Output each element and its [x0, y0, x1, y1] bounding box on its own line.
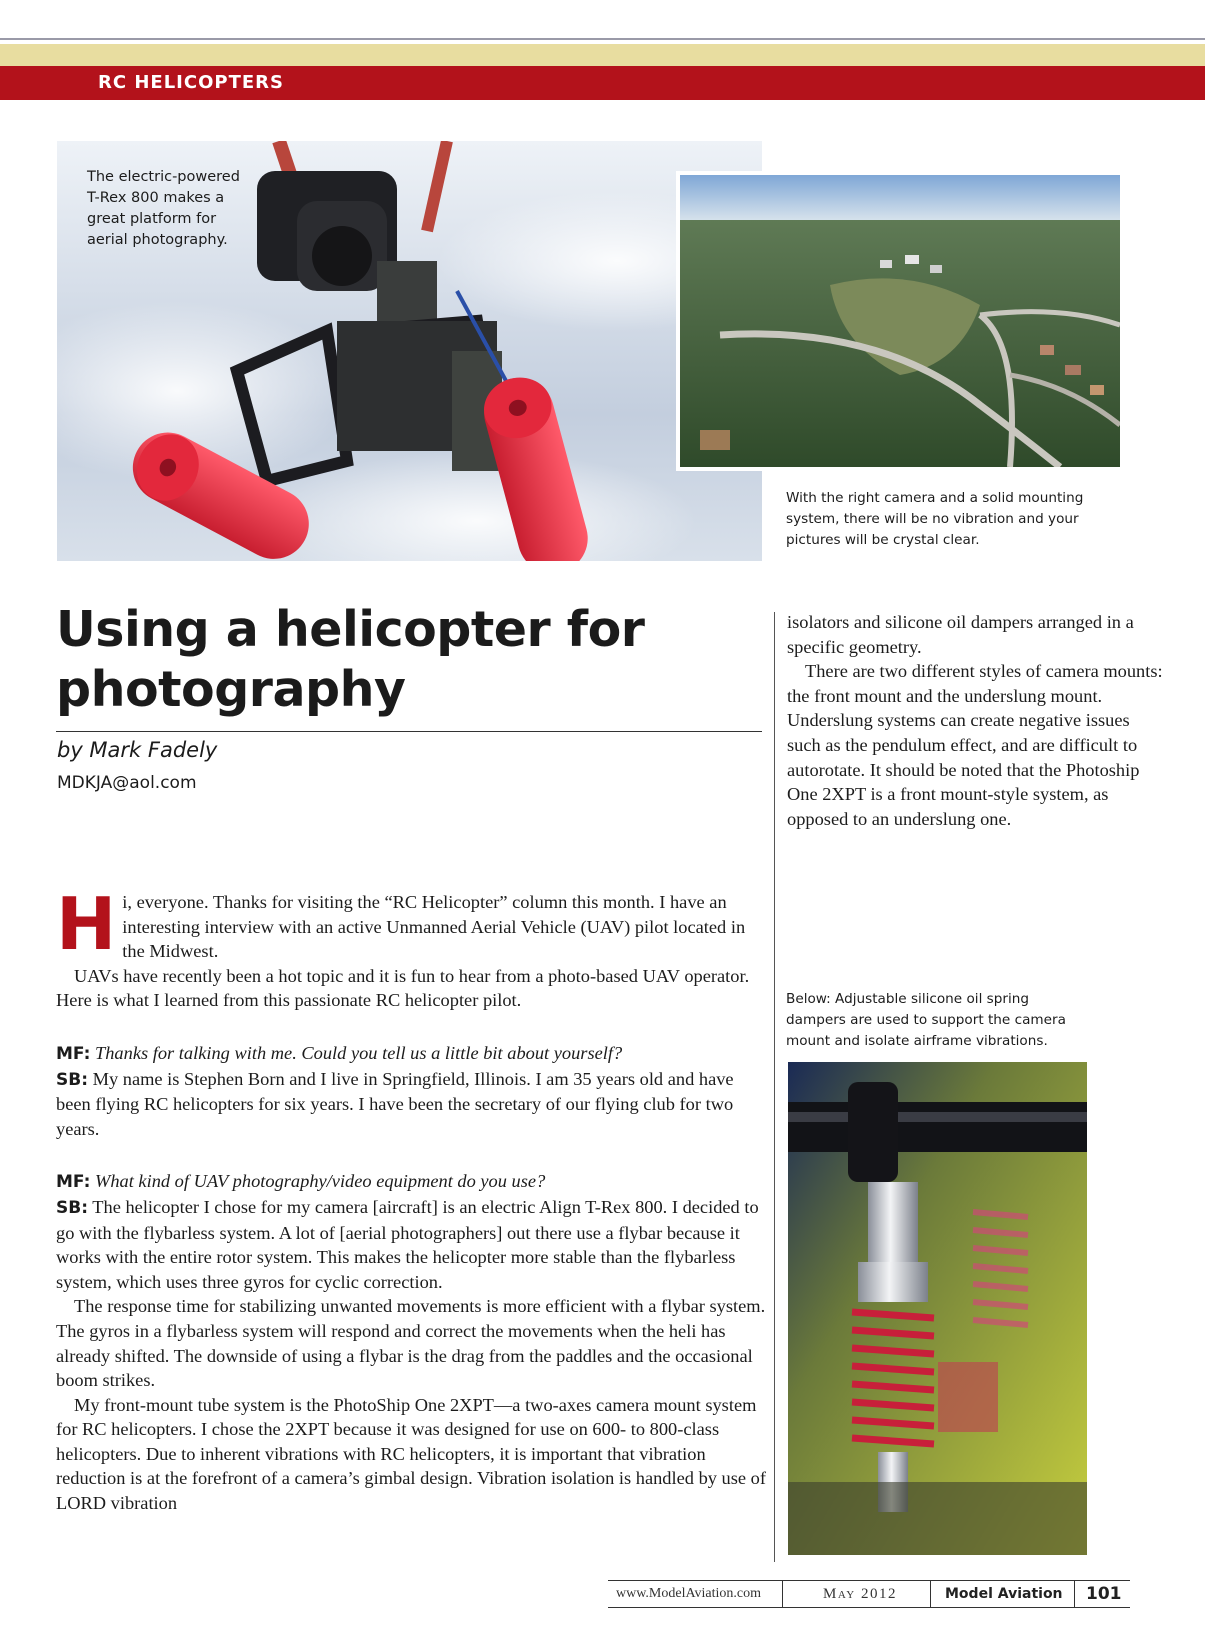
question-2 — [56, 1169, 768, 1195]
hero-caption-line: great platform for — [87, 211, 217, 227]
interviewee-tag: SB: — [56, 1069, 88, 1090]
aerial-photo-neighborhood — [680, 175, 1120, 467]
top-rule — [0, 38, 1205, 40]
question-text: What kind of UAV photography/video equipment do you use? — [90, 1171, 546, 1192]
footer-separator — [782, 1581, 783, 1607]
footer-page-number: 101 — [1086, 1584, 1122, 1604]
answer-text: The helicopter I chose for my camera [aircraft] is an electric Align T-Rex 800. I decided to go with the flybarless system. A lot of [aerial photographers] out there use a flybar because it works with the entire rotor system. This makes the helicopter more stable than the flybarless system, which uses three gyros for cyclic correction. — [56, 1196, 759, 1292]
damper-illustration — [788, 1062, 1087, 1555]
footer-separator — [930, 1581, 931, 1607]
title-line: Using a helicopter for — [56, 601, 645, 658]
paragraph: The response time for stabilizing unwanted movements is more efficient with a flybar system. The gyros in a flybarless system will respond and correct the movements when the heli has already shifted. The downside of using a flybar is the drag from the paddles and the occasional boom strikes. — [56, 1296, 766, 1391]
page-footer — [608, 1580, 1130, 1608]
paragraph: There are two different styles of camera mounts: the front mount and the underslung mount. Underslung systems can create negative issues such as the pendulum effect, and are difficult to autorotate. It should be noted that the Photoship One 2XPT is a front mount-style system, as opposed to an underslung one. — [787, 661, 1163, 829]
damper-caption — [786, 989, 1106, 1052]
question-1 — [56, 1041, 768, 1067]
title-rule — [56, 731, 762, 732]
interviewer-tag: MF: — [56, 1172, 91, 1193]
section-label: RC HELICOPTERS — [98, 72, 284, 93]
paragraph: UAVs have recently been a hot topic and it is fun to hear from a photo-based UAV operator. Here is what I learned from this passionate RC helicopter pilot. — [56, 965, 750, 1011]
aerial-caption-line: pictures will be crystal clear. — [786, 532, 980, 548]
aerial-caption-line: With the right camera and a solid mounting — [786, 490, 1084, 506]
article-title — [56, 600, 756, 720]
answer-text: My name is Stephen Born and I live in Springfield, Illinois. I am 35 years old and have been flying RC helicopters for six years. I have been the secretary of our flying club for two years. — [56, 1068, 734, 1139]
article-body — [56, 882, 768, 1516]
damper-caption-line: dampers are used to support the camera — [786, 1012, 1066, 1028]
hero-caption-line: T-Rex 800 makes a — [87, 190, 225, 206]
interviewer-tag: MF: — [56, 1043, 91, 1064]
footer-date: May 2012 — [823, 1586, 897, 1602]
paragraph: My front-mount tube system is the PhotoShip One 2XPT—a two-axes camera mount system for RC helicopters. I chose the 2XPT because it was designed for use on 600- to 800-class helicopters. Due to inherent vibrations with RC helicopters, it is important that vibration reduction is at the forefront of a camera’s gimbal design. Vibration isolation is handled by use of LORD vibration — [56, 1394, 766, 1514]
footer-separator — [1074, 1581, 1075, 1607]
answer-1 — [56, 1067, 768, 1142]
aerial-photo-frame — [676, 171, 1124, 471]
paragraph: isolators and silicone oil dampers arranged in a specific geometry. — [787, 612, 1134, 657]
aerial-landscape-illustration — [680, 175, 1120, 467]
answer-2 — [56, 1195, 768, 1294]
question-text: Thanks for talking with me. Could you tell us a little bit about yourself? — [90, 1042, 623, 1063]
intro-text: i, everyone. Thanks for visiting the “RC Helicopter” column this month. I have an interesting interview with an active Unmanned Aerial Vehicle (UAV) pilot located in the Midwest. — [122, 892, 746, 962]
header-tan-band — [0, 44, 1205, 66]
footer-magazine: Model Aviation — [945, 1586, 1063, 1602]
drop-cap: H — [56, 882, 117, 966]
hero-photo-helicopter — [57, 141, 762, 561]
damper-caption-line: Below: Adjustable silicone oil spring — [786, 991, 1029, 1007]
damper-caption-line: mount and isolate airframe vibrations. — [786, 1033, 1048, 1049]
title-line: photography — [56, 661, 406, 718]
damper-photo — [788, 1062, 1087, 1555]
column-divider — [774, 612, 775, 1562]
byline: by Mark Fadely — [57, 738, 218, 762]
aerial-caption — [786, 488, 1166, 551]
intro-paragraph — [56, 882, 768, 966]
right-column-text — [787, 610, 1167, 831]
aerial-caption-line: system, there will be no vibration and your — [786, 511, 1079, 527]
interviewee-tag: SB: — [56, 1197, 88, 1218]
footer-url: www.ModelAviation.com — [616, 1586, 762, 1601]
hero-caption-line: aerial photography. — [87, 232, 228, 248]
hero-caption — [87, 167, 240, 251]
hero-caption-line: The electric-powered — [87, 169, 240, 185]
author-email: MDKJA@aol.com — [57, 773, 197, 793]
